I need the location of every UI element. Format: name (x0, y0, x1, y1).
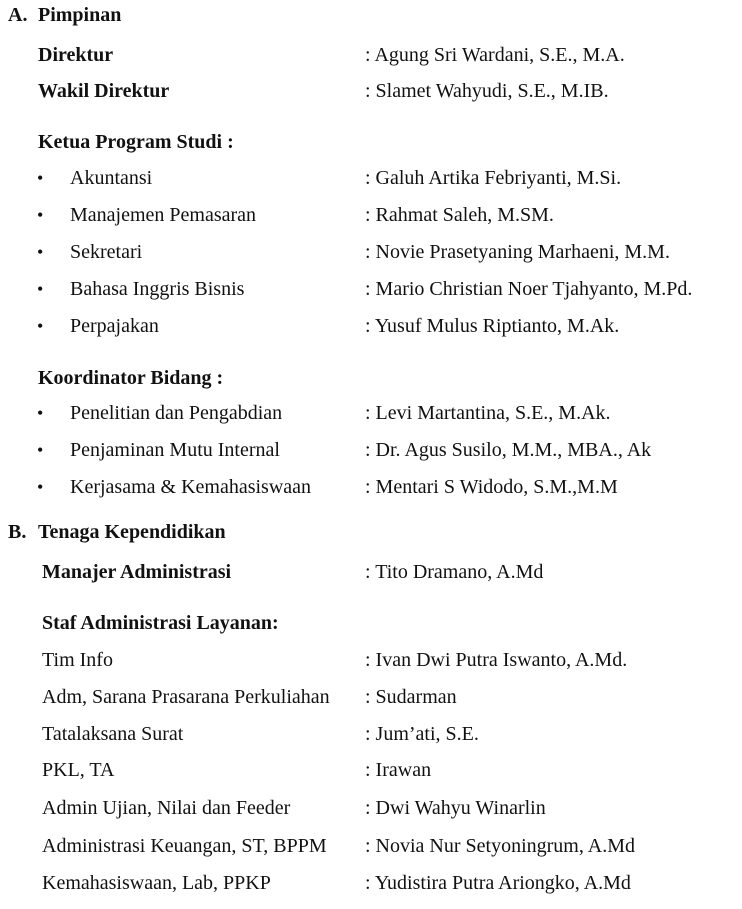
staf-label: Admin Ujian, Nilai dan Feeder (42, 797, 291, 819)
staf-heading: Staf Administrasi Layanan: (42, 612, 279, 634)
prodi-value: : Rahmat Saleh, M.SM. (365, 204, 554, 226)
prodi-label: Perpajakan (70, 315, 159, 337)
bullet-icon: • (37, 242, 44, 262)
staf-value: : Ivan Dwi Putra Iswanto, A.Md. (365, 649, 628, 671)
prodi-value: : Galuh Artika Febriyanti, M.Si. (365, 167, 622, 189)
staf-label: Tatalaksana Surat (42, 723, 184, 745)
koordinator-value: : Dr. Agus Susilo, M.M., MBA., Ak (365, 439, 652, 461)
section-a-title: Pimpinan (38, 4, 122, 26)
bullet-icon: • (37, 205, 44, 225)
staf-label: Adm, Sarana Prasarana Perkuliahan (42, 686, 330, 708)
koordinator-value: : Mentari S Widodo, S.M.,M.M (365, 476, 618, 498)
bullet-icon: • (37, 477, 44, 497)
koordinator-label: Penelitian dan Pengabdian (70, 402, 283, 424)
section-b-letter: B. (8, 521, 27, 543)
bullet-icon: • (37, 440, 44, 460)
prodi-label: Manajemen Pemasaran (70, 204, 257, 226)
manajer-value: : Tito Dramano, A.Md (365, 561, 544, 583)
bullet-icon: • (37, 279, 44, 299)
koordinator-heading: Koordinator Bidang : (38, 367, 224, 389)
koordinator-label: Penjaminan Mutu Internal (70, 439, 280, 461)
prodi-heading: Ketua Program Studi : (38, 131, 234, 153)
direktur-label: Direktur (38, 44, 114, 66)
staf-label: Tim Info (42, 649, 113, 671)
staf-value: : Dwi Wahyu Winarlin (365, 797, 546, 819)
section-b-title: Tenaga Kependidikan (38, 521, 226, 543)
prodi-label: Bahasa Inggris Bisnis (70, 278, 245, 300)
staf-value: : Sudarman (365, 686, 457, 708)
direktur-value: : Agung Sri Wardani, S.E., M.A. (365, 44, 625, 66)
prodi-value: : Mario Christian Noer Tjahyanto, M.Pd. (365, 278, 693, 300)
prodi-label: Akuntansi (70, 167, 153, 189)
wakil-direktur-label: Wakil Direktur (38, 80, 170, 102)
bullet-icon: • (37, 316, 44, 336)
section-a-letter: A. (8, 4, 28, 26)
staf-label: Kemahasiswaan, Lab, PPKP (42, 872, 271, 894)
koordinator-label: Kerjasama & Kemahasiswaan (70, 476, 312, 498)
staf-value: : Jum’ati, S.E. (365, 723, 479, 745)
staf-label: Administrasi Keuangan, ST, BPPM (42, 835, 327, 857)
staf-label: PKL, TA (42, 759, 115, 781)
bullet-icon: • (37, 168, 44, 188)
manajer-label: Manajer Administrasi (42, 561, 232, 583)
prodi-value: : Yusuf Mulus Riptianto, M.Ak. (365, 315, 620, 337)
staf-value: : Novia Nur Setyoningrum, A.Md (365, 835, 635, 857)
bullet-icon: • (37, 403, 44, 423)
prodi-label: Sekretari (70, 241, 143, 263)
staf-value: : Irawan (365, 759, 432, 781)
koordinator-value: : Levi Martantina, S.E., M.Ak. (365, 402, 611, 424)
staf-value: : Yudistira Putra Ariongko, A.Md (365, 872, 631, 894)
prodi-value: : Novie Prasetyaning Marhaeni, M.M. (365, 241, 670, 263)
wakil-direktur-value: : Slamet Wahyudi, S.E., M.IB. (365, 80, 609, 102)
